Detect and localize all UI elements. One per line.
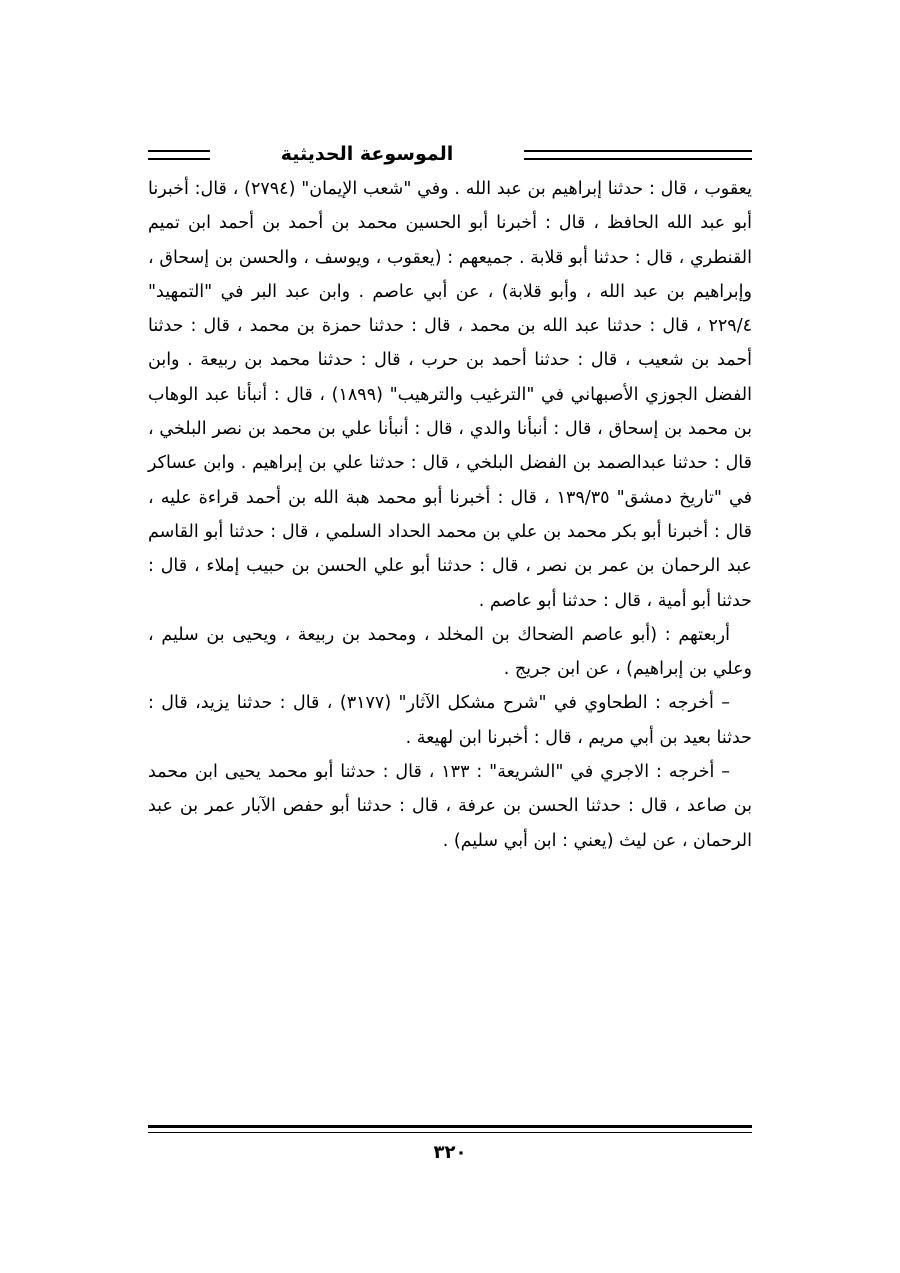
header-rule-right [524,150,752,160]
paragraph-1: يعقوب ، قال : حدثنا إبراهيم بن عبد الله . وفي "شعب الإيمان" (٢٧٩٤) ، قال: أخبرنا أبو عبد الله الحافظ ، قال : أخبرنا أبو الحسين محمد بن أحمد بن أحمد ابن تميم القنطري ، قال : حدثنا أبو قلابة . جميعهم : (يعقوب ، ويوسف ، والحسن بن إسحاق ، وإبراهيم بن عبد الله ، وأبو قلابة) ، عن أبي عاصم . وابن عبد البر في "التمهيد" ٢٢٩/٤ ، قال : حدثنا عبد الله بن محمد ، قال : حدثنا حمزة بن محمد ، قال : حدثنا أحمد بن شعيب ، قال : حدثنا أحمد بن حرب ، قال : حدثنا محمد بن ربيعة . وابن الفضل الجوزي الأصبهاني في "الترغيب والترهيب" (١٨٩٩) ، قال : أنبأنا عبد الوهاب بن محمد بن إسحاق ، قال : أنبأنا والدي ، قال : أنبأنا علي بن محمد بن نصر البلخي ، قال : حدثنا عبدالصمد بن الفضل البلخي ، قال : حدثنا علي بن إبراهيم . وابن عساكر في "تاريخ دمشق" ١٣٩/٣٥ ، قال : أخبرنا أبو محمد هبة الله بن أحمد قراءة عليه ، قال : أخبرنا أبو بكر محمد بن علي بن محمد الحداد السلمي ، قال : حدثنا أبو القاسم عبد الرحمان بن عمر بن نصر ، قال : حدثنا أبو علي الحسن بن حبيب إملاء ، قال : حدثنا أبو أمية ، قال : حدثنا أبو عاصم . [148,179,752,611]
running-header [148,140,752,170]
paragraph-4: – أخرجه : الاجري في "الشريعة" : ١٣٣ ، قال : حدثنا أبو محمد يحيى ابن محمد بن صاعد ، قال : حدثنا الحسن بن عرفة ، قال : حدثنا أبو حفص الآبار عمر بن عبد الرحمان ، عن ليث (يعني : ابن أبي سليم) . [148,762,752,851]
paragraph-2: أربعتهم : (أبو عاصم الضحاك بن المخلد ، ومحمد بن ربيعة ، ويحيى بن سليم ، وعلي بن إبراهيم) ، عن ابن جريج . [148,624,752,680]
header-rule-left [148,150,210,160]
header-title: الموسوعة الحديثية [280,143,454,165]
page-number: ٣٢٠ [433,1142,467,1163]
paragraph-3: – أخرجه : الطحاوي في "شرح مشكل الآثار" (٣١٧٧) ، قال : حدثنا يزيد، قال : حدثنا بعيد بن أبي مريم ، قال : أخبرنا ابن لهيعة . [148,693,752,748]
body-text [148,172,752,858]
footer-rule [148,1125,752,1133]
